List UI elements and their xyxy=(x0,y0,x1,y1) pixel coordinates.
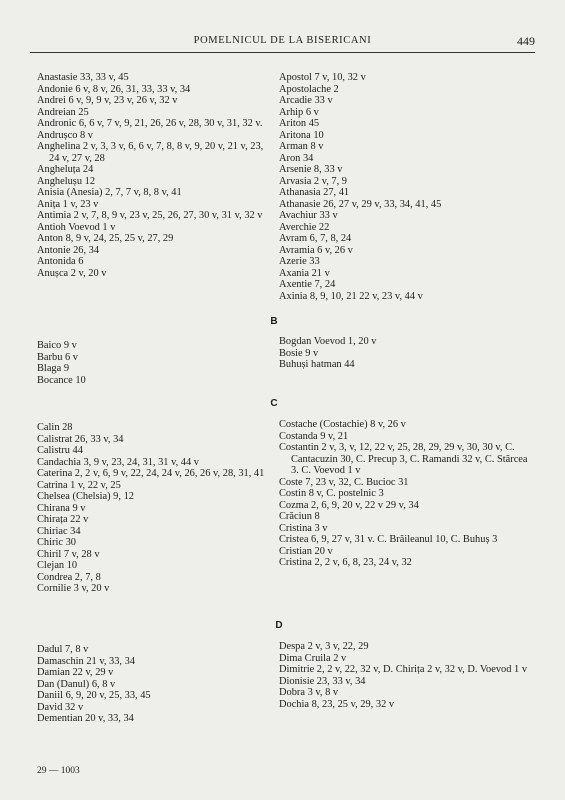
index-entry: Chirața 22 v xyxy=(37,514,89,525)
index-entry: Cristina 2, 2 v, 6, 8, 23, 24 v, 32 xyxy=(279,557,412,568)
index-entry: David 32 v xyxy=(37,701,84,713)
index-entry: Dima Cruila 2 v xyxy=(279,652,347,664)
index-column-c-left xyxy=(37,422,267,595)
index-entry: Andronic 6, 6 v, 7 v, 9, 21, 26, 26 v, 28, 30 v, 31, 32 v. xyxy=(37,118,263,129)
section-letter-c: C xyxy=(270,398,278,409)
index-entry: Chirana 9 v xyxy=(37,502,86,514)
index-entry: Andrei 6 v, 9, 9 v, 23 v, 26 v, 32 v xyxy=(37,95,178,106)
index-entry: Ariton 45 xyxy=(279,118,320,129)
index-entry: Andrușco 8 v xyxy=(37,129,93,141)
index-column-d-right xyxy=(279,641,535,710)
index-entry: Damaschin 21 v, 33, 34 xyxy=(37,655,136,667)
index-entry: Axinia 8, 9, 10, 21 22 v, 23 v, 44 v xyxy=(279,290,423,302)
index-entry: Cristea 6, 9, 27 v, 31 v. C. Brăileanul 10, C. Buhuș 3 xyxy=(279,534,498,545)
index-entry: Arvasia 2 v, 7, 9 xyxy=(279,175,348,187)
index-column-c-right xyxy=(279,419,535,569)
index-entry: Despa 2 v, 3 v, 22, 29 xyxy=(279,641,369,652)
index-entry: Condrea 2, 7, 8 xyxy=(37,571,101,583)
index-entry: Cornilie 3 v, 20 v xyxy=(37,583,110,594)
index-entry: Costantin 2 v, 3, v, 12, 22 v, 25, 28, 29, 29 v, 30, 30 v, C. Cantacuzin 30, C. Precup 3, C. Ramandi 32 v, C. Stărcea 3. C. Voevod 1 v xyxy=(279,442,528,476)
index-column-b-left xyxy=(37,340,267,386)
index-entry: Cristina 3 v xyxy=(279,522,328,534)
index-entry: Antonida 6 xyxy=(37,256,84,267)
running-header xyxy=(30,30,535,53)
index-entry: Anastasie 33, 33 v, 45 xyxy=(37,72,129,83)
index-entry: Angheluța 24 xyxy=(37,164,94,175)
index-entry: Chiriac 34 xyxy=(37,525,81,537)
index-entry: Arman 8 v xyxy=(279,141,324,152)
index-entry: Arcadie 33 v xyxy=(279,95,333,106)
index-entry: Coste 7, 23 v, 32, C. Bucioc 31 xyxy=(279,476,409,488)
index-entry: Bosie 9 v xyxy=(279,347,319,359)
index-entry: Athanasie 26, 27 v, 29 v, 33, 34, 41, 45 xyxy=(279,198,442,210)
index-entry: Chiric 30 xyxy=(37,537,76,548)
index-entry: Dimitrie 2, 2 v, 22, 32 v, D. Chirița 2 v, 32 v, D. Voevod 1 v xyxy=(279,664,528,675)
running-title: POMELNICUL DE LA BISERICANI xyxy=(193,35,372,46)
index-entry: Dementian 20 v, 33, 34 xyxy=(37,713,134,724)
index-entry: Apostolache 2 xyxy=(279,83,339,95)
index-entry: Antonie 26, 34 xyxy=(37,244,100,256)
index-entry: Arhip 6 v xyxy=(279,106,319,118)
index-entry: Anușca 2 v, 20 v xyxy=(37,267,107,279)
index-entry: Aritona 10 xyxy=(279,129,324,141)
index-entry: Dadul 7, 8 v xyxy=(37,644,89,655)
index-entry: Anghelina 2 v, 3, 3 v, 6, 6 v, 7, 8, 8 v, 9, 20 v, 21 v, 23, 24 v, 27 v, 28 xyxy=(37,141,264,164)
index-entry: Athanasia 27, 41 xyxy=(279,187,350,198)
index-entry: Avram 6, 7, 8, 24 xyxy=(279,233,352,244)
index-entry: Buhuși hatman 44 xyxy=(279,359,355,370)
index-entry: Clejan 10 xyxy=(37,560,78,571)
index-entry: Chelsea (Chelsia) 9, 12 xyxy=(37,491,134,502)
index-entry: Calistru 44 xyxy=(37,445,83,456)
index-entry: Dochia 8, 23, 25 v, 29, 32 v xyxy=(279,698,395,710)
index-entry: Costache (Costachie) 8 v, 26 v xyxy=(279,419,406,430)
index-entry: Anisia (Anesia) 2, 7, 7 v, 8, 8 v, 41 xyxy=(37,187,182,198)
index-column-a-left xyxy=(37,72,267,279)
index-entry: Axania 21 v xyxy=(279,267,330,279)
index-entry: Dobra 3 v, 8 v xyxy=(279,687,339,698)
index-entry: Costanda 9 v, 21 xyxy=(279,430,349,442)
index-entry: Bocance 10 xyxy=(37,374,86,386)
index-entry: Andreian 25 xyxy=(37,106,89,118)
footer-signature: 29 — 1003 xyxy=(37,766,80,776)
index-entry: Anița 1 v, 23 v xyxy=(37,198,99,210)
index-entry: Antioh Voevod 1 v xyxy=(37,221,116,233)
index-entry: Calin 28 xyxy=(37,422,73,433)
index-entry: Costin 8 v, C. postelnic 3 xyxy=(279,488,384,499)
index-entry: Calistrat 26, 33 v, 34 xyxy=(37,433,124,445)
index-entry: Averchie 22 xyxy=(279,221,330,233)
index-entry: Barbu 6 v xyxy=(37,351,78,363)
index-entry: Bogdan Voevod 1, 20 v xyxy=(279,336,377,347)
index-entry: Dan (Danul) 6, 8 v xyxy=(37,678,116,690)
page-number: 449 xyxy=(517,34,535,48)
index-entry: Daniil 6, 9, 20 v, 25, 33, 45 xyxy=(37,690,151,701)
section-letter-b: B xyxy=(270,316,278,327)
index-entry: Catrina 1 v, 22 v, 25 xyxy=(37,479,121,491)
index-entry: Andonie 6 v, 8 v, 26, 31, 33, 33 v, 34 xyxy=(37,83,191,95)
index-entry: Anton 8, 9 v, 24, 25, 25 v, 27, 29 xyxy=(37,233,174,244)
index-entry: Anghelușu 12 xyxy=(37,175,96,187)
index-entry: Azerie 33 xyxy=(279,256,320,267)
index-column-a-right xyxy=(279,72,535,302)
index-entry: Cozma 2, 6, 9, 20 v, 22 v 29 v, 34 xyxy=(279,499,419,511)
index-column-d-left xyxy=(37,644,267,725)
index-entry: Blaga 9 xyxy=(37,363,70,374)
index-entry: Axentie 7, 24 xyxy=(279,279,336,290)
index-entry: Crăciun 8 xyxy=(279,511,320,522)
index-entry: Arsenie 8, 33 v xyxy=(279,164,343,175)
index-entry: Damian 22 v, 29 v xyxy=(37,667,114,678)
index-entry: Dionisie 23, 33 v, 34 xyxy=(279,675,366,687)
index-entry: Candachia 3, 9 v, 23, 24, 31, 31 v, 44 v xyxy=(37,456,199,468)
section-letter-d: D xyxy=(275,620,283,631)
index-entry: Antimia 2 v, 7, 8, 9 v, 23 v, 25, 26, 27, 30 v, 31 v, 32 v xyxy=(37,210,263,221)
index-entry: Cristian 20 v xyxy=(279,545,333,557)
index-entry: Avramia 6 v, 26 v xyxy=(279,244,353,256)
index-entry: Apostol 7 v, 10, 32 v xyxy=(279,72,366,83)
index-column-b-right xyxy=(279,336,535,371)
index-entry: Chiril 7 v, 28 v xyxy=(37,548,100,560)
index-entry: Baico 9 v xyxy=(37,340,77,351)
index-entry: Aron 34 xyxy=(279,152,314,164)
index-entry: Caterina 2, 2 v, 6, 9 v, 22, 24, 24 v, 26, 26 v, 28, 31, 41 xyxy=(37,468,265,479)
index-entry: Avachiur 33 v xyxy=(279,210,338,221)
